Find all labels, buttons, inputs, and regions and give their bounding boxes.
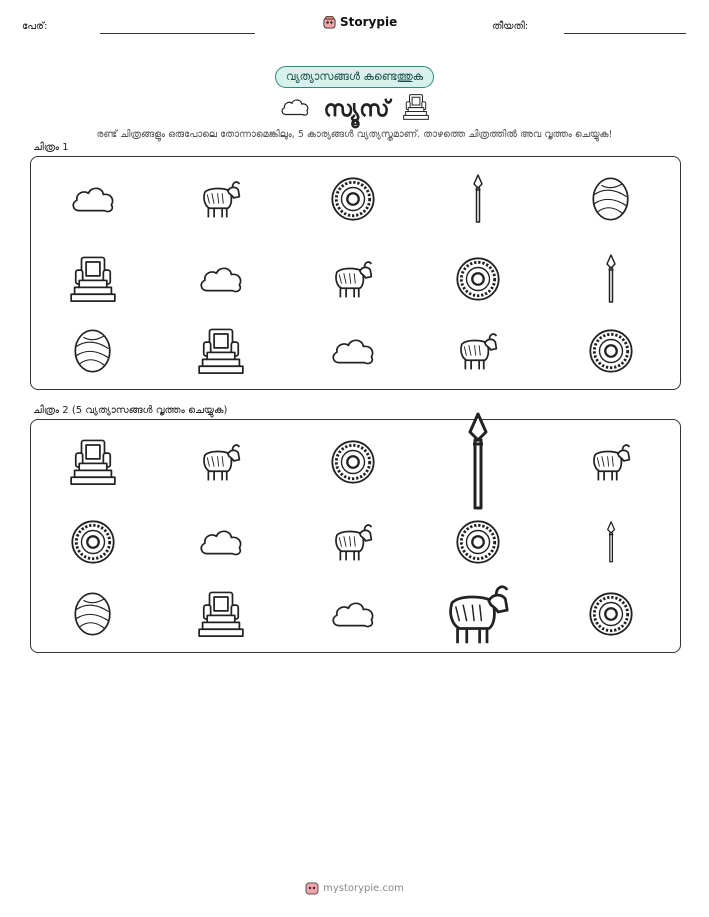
- spear-icon[interactable]: [571, 239, 651, 319]
- cloud-icon[interactable]: [53, 159, 133, 239]
- activity-badge: വ്യത്യാസങ്ങൾ കണ്ടെത്തുക: [275, 66, 434, 88]
- date-label: തീയതി:: [492, 21, 529, 32]
- title-cloud-icon: [280, 96, 310, 122]
- title-row: [280, 92, 430, 126]
- throne-icon[interactable]: [181, 311, 261, 391]
- shield-icon[interactable]: [438, 502, 518, 582]
- fleece-icon[interactable]: [53, 311, 133, 391]
- shield-icon[interactable]: [53, 502, 133, 582]
- name-label: പേര്:: [22, 21, 48, 32]
- goat-icon[interactable]: [181, 159, 261, 239]
- picture2-label: ചിത്രം 2 (5 വ്യത്യാസങ്ങൾ വൃത്തം ചെയ്യുക): [33, 405, 228, 416]
- brand-logo: [323, 15, 397, 29]
- date-line[interactable]: [564, 33, 686, 34]
- picture1-panel[interactable]: [30, 156, 681, 390]
- shield-icon[interactable]: [313, 422, 393, 502]
- goat-icon[interactable]: [571, 422, 651, 502]
- shield-icon[interactable]: [438, 239, 518, 319]
- throne-icon[interactable]: [181, 574, 261, 654]
- brand-name: Storypie: [340, 15, 398, 29]
- spear-icon[interactable]: [571, 502, 651, 582]
- page-title: സ്യൂസ്: [323, 96, 390, 122]
- throne-icon[interactable]: [53, 422, 133, 502]
- picture2-panel[interactable]: [30, 419, 681, 653]
- storypie-mascot-icon: [323, 16, 336, 29]
- cloud-icon[interactable]: [181, 239, 261, 319]
- cloud-icon[interactable]: [313, 311, 393, 391]
- spear-icon[interactable]: [438, 159, 518, 239]
- instructions: രണ്ട് ചിത്രങ്ങളും ഒരുപോലെ തോന്നാമെങ്കിലും, 5 കാര്യങ്ങൾ വ്യത്യസ്തമാണ്. താഴത്തെ ചിത്രത്തിൽ അവ വൃത്തം ചെയ്യുക!: [96, 129, 613, 140]
- cloud-icon[interactable]: [181, 502, 261, 582]
- fleece-icon[interactable]: [53, 574, 133, 654]
- shield-icon[interactable]: [571, 311, 651, 391]
- goat-icon[interactable]: [181, 422, 261, 502]
- throne-icon[interactable]: [53, 239, 133, 319]
- footer-mascot-icon: [305, 881, 319, 895]
- shield-icon[interactable]: [571, 574, 651, 654]
- shield-icon[interactable]: [313, 159, 393, 239]
- footer: [305, 881, 404, 895]
- goat-icon[interactable]: [313, 239, 393, 319]
- spear-icon[interactable]: [438, 422, 518, 502]
- name-line[interactable]: [100, 33, 255, 34]
- goat-icon[interactable]: [438, 574, 518, 654]
- goat-icon[interactable]: [438, 311, 518, 391]
- title-throne-icon: [403, 92, 429, 126]
- picture1-label: ചിത്രം 1: [33, 142, 69, 153]
- footer-site[interactable]: mystorypie.com: [323, 882, 404, 894]
- goat-icon[interactable]: [313, 502, 393, 582]
- cloud-icon[interactable]: [313, 574, 393, 654]
- fleece-icon[interactable]: [571, 159, 651, 239]
